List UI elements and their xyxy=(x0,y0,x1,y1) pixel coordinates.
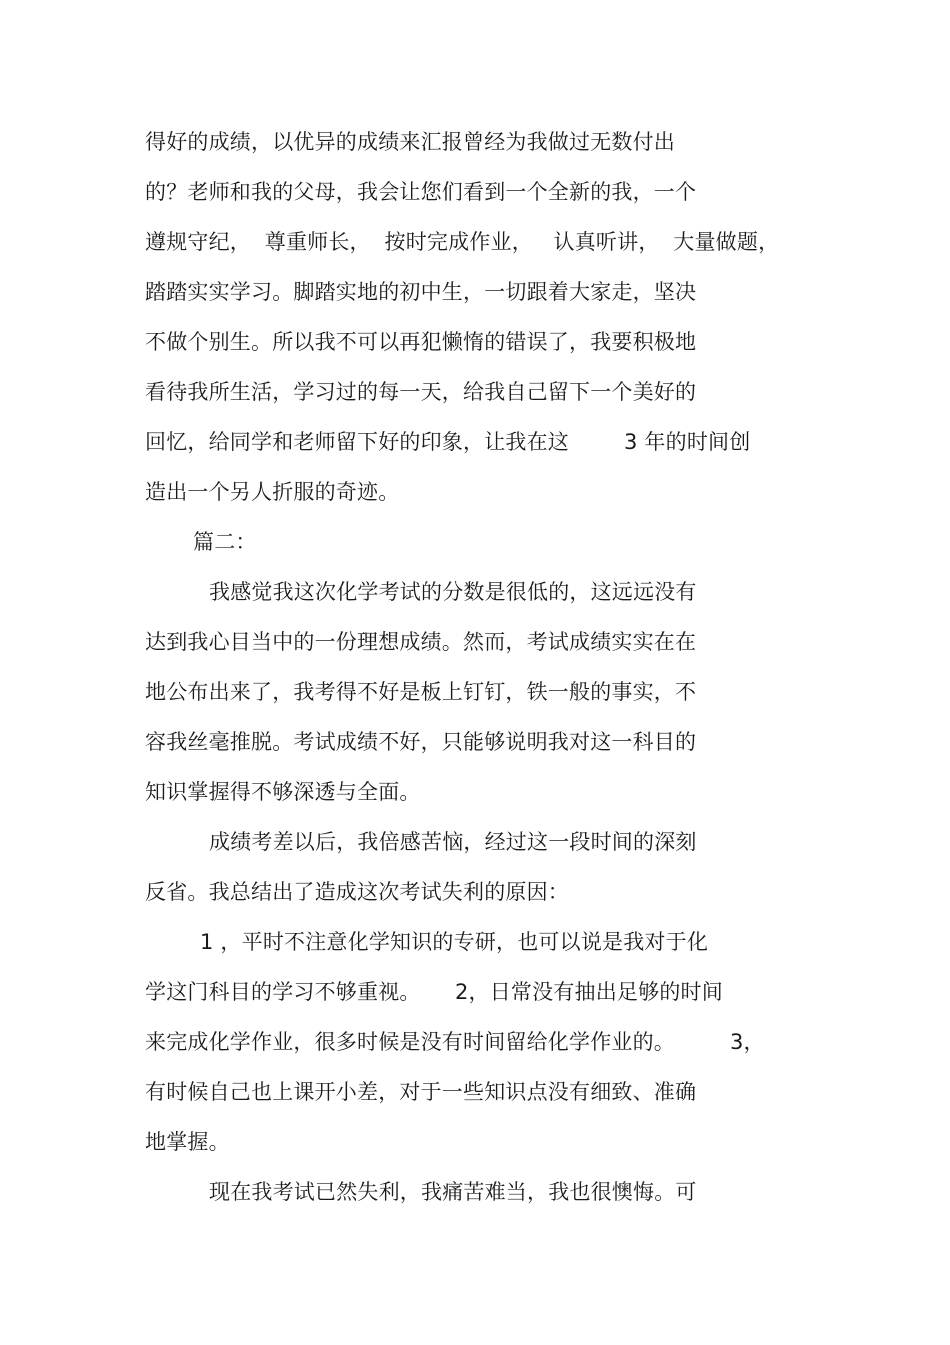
text-line: 得好的成绩，以优异的成绩来汇报曾经为我做过无数付出 xyxy=(145,130,675,154)
text-line: 达到我心目当中的一份理想成绩。然而，考试成绩实实在在 xyxy=(145,630,697,654)
text-line: 地掌握。 xyxy=(145,1130,230,1154)
text-line: 回忆，给同学和老师留下好的印象，让我在这 3 年的时间创 xyxy=(145,430,751,454)
section-heading: 篇二： xyxy=(193,530,257,554)
text-line: 容我丝毫推脱。考试成绩不好，只能够说明我对这一科目的 xyxy=(145,730,697,754)
paragraph-first-line: 现在我考试已然失利，我痛苦难当，我也很懊悔。可 xyxy=(209,1180,697,1204)
text-line: 学这门科目的学习不够重视。 2，日常没有抽出足够的时间 xyxy=(145,980,723,1004)
paragraph-first-line: 1 ，平时不注意化学知识的专研，也可以说是我对于化 xyxy=(200,930,709,954)
text-line: 不做个别生。所以我不可以再犯懒惰的错误了，我要积极地 xyxy=(145,330,697,354)
text-line: 知识掌握得不够深透与全面。 xyxy=(145,780,421,804)
text-line: 有时候自己也上课开小差，对于一些知识点没有细致、准确 xyxy=(145,1080,697,1104)
text-line: 踏踏实实学习。脚踏实地的初中生，一切跟着大家走，坚决 xyxy=(145,280,697,304)
text-line: 地公布出来了，我考得不好是板上钉钉，铁一般的事实，不 xyxy=(145,680,697,704)
paragraph-first-line: 成绩考差以后，我倍感苦恼，经过这一段时间的深刻 xyxy=(209,830,697,854)
text-line: 的？老师和我的父母，我会让您们看到一个全新的我，一个 xyxy=(145,180,697,204)
text-line: 造出一个另人折服的奇迹。 xyxy=(145,480,400,504)
paragraph-first-line: 我感觉我这次化学考试的分数是很低的，这远远没有 xyxy=(209,580,697,604)
text-line: 反省。我总结出了造成这次考试失利的原因： xyxy=(145,880,569,904)
text-line: 来完成化学作业，很多时候是没有时间留给化学作业的。 3， xyxy=(145,1030,765,1054)
text-line: 遵规守纪， 尊重师长， 按时完成作业， 认真听讲， 大量做题， xyxy=(145,230,780,254)
text-line: 看待我所生活，学习过的每一天，给我自己留下一个美好的 xyxy=(145,380,697,404)
